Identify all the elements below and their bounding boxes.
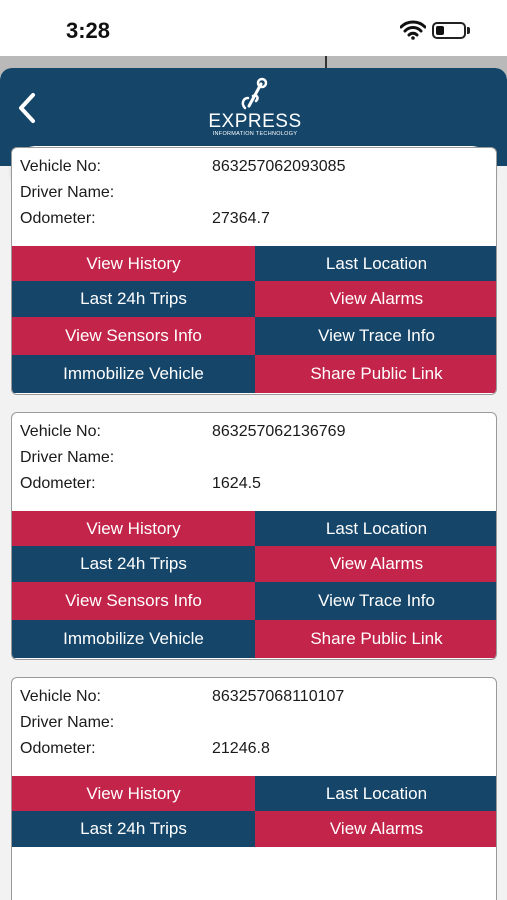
vehicle-list bbox=[11, 147, 497, 900]
vehicle-info bbox=[12, 148, 496, 246]
vehicle-no-label: Vehicle No: bbox=[20, 688, 101, 705]
last-24h-trips-button[interactable]: Last 24h Trips bbox=[12, 281, 255, 317]
vehicle-no-value: 863257062136769 bbox=[212, 423, 346, 440]
vehicle-no-value: 863257068110107 bbox=[212, 688, 345, 705]
logo-name: EXPRESS bbox=[208, 111, 302, 132]
view-alarms-button[interactable]: View Alarms bbox=[255, 546, 497, 582]
odometer-label: Odometer: bbox=[20, 210, 96, 227]
last-location-button[interactable]: Last Location bbox=[255, 776, 497, 811]
vehicle-card bbox=[11, 147, 497, 395]
vehicle-actions bbox=[12, 776, 497, 900]
vehicle-info bbox=[12, 413, 496, 511]
view-sensors-info-button[interactable]: View Sensors Info bbox=[12, 317, 255, 355]
view-alarms-button[interactable]: View Alarms bbox=[255, 281, 497, 317]
view-alarms-button[interactable]: View Alarms bbox=[255, 811, 497, 847]
express-logo bbox=[200, 76, 310, 148]
last-24h-trips-button[interactable]: Last 24h Trips bbox=[12, 811, 255, 847]
status-time: 3:28 bbox=[66, 18, 111, 43]
odometer-label: Odometer: bbox=[20, 475, 96, 492]
vehicle-actions bbox=[12, 246, 497, 393]
logo-subtitle: INFORMATION TECHNOLOGY bbox=[212, 131, 298, 137]
view-sensors-info-button[interactable]: View Sensors Info bbox=[12, 582, 255, 620]
wifi-icon bbox=[400, 20, 426, 40]
immobilize-vehicle-button[interactable]: Immobilize Vehicle bbox=[12, 355, 255, 393]
status-bar bbox=[0, 0, 507, 58]
view-history-button[interactable]: View History bbox=[12, 246, 255, 281]
odometer-value: 27364.7 bbox=[212, 210, 270, 227]
vehicle-info bbox=[12, 678, 496, 776]
last-24h-trips-button[interactable]: Last 24h Trips bbox=[12, 546, 255, 582]
vehicle-card bbox=[11, 677, 497, 900]
odometer-value: 21246.8 bbox=[212, 740, 270, 757]
logo-mark-icon bbox=[235, 76, 275, 112]
driver-name-label: Driver Name: bbox=[20, 714, 115, 731]
share-public-link-button[interactable]: Share Public Link bbox=[255, 355, 497, 393]
view-trace-info-button[interactable]: View Trace Info bbox=[255, 582, 497, 620]
view-history-button[interactable]: View History bbox=[12, 511, 255, 546]
share-public-link-button[interactable]: Share Public Link bbox=[255, 620, 497, 658]
vehicle-no-label: Vehicle No: bbox=[20, 423, 101, 440]
view-trace-info-button[interactable]: View Trace Info bbox=[255, 317, 497, 355]
back-chevron-icon bbox=[16, 92, 38, 124]
vehicle-no-value: 863257062093085 bbox=[212, 158, 346, 175]
vehicle-card bbox=[11, 412, 497, 660]
vehicle-actions bbox=[12, 511, 497, 658]
driver-name-label: Driver Name: bbox=[20, 184, 115, 201]
last-location-button[interactable]: Last Location bbox=[255, 246, 497, 281]
view-history-button[interactable]: View History bbox=[12, 776, 255, 811]
vehicle-no-label: Vehicle No: bbox=[20, 158, 101, 175]
driver-name-label: Driver Name: bbox=[20, 449, 115, 466]
battery-icon bbox=[432, 22, 466, 39]
immobilize-vehicle-button[interactable]: Immobilize Vehicle bbox=[12, 620, 255, 658]
back-button[interactable] bbox=[8, 86, 46, 130]
odometer-value: 1624.5 bbox=[212, 475, 261, 492]
last-location-button[interactable]: Last Location bbox=[255, 511, 497, 546]
odometer-label: Odometer: bbox=[20, 740, 96, 757]
